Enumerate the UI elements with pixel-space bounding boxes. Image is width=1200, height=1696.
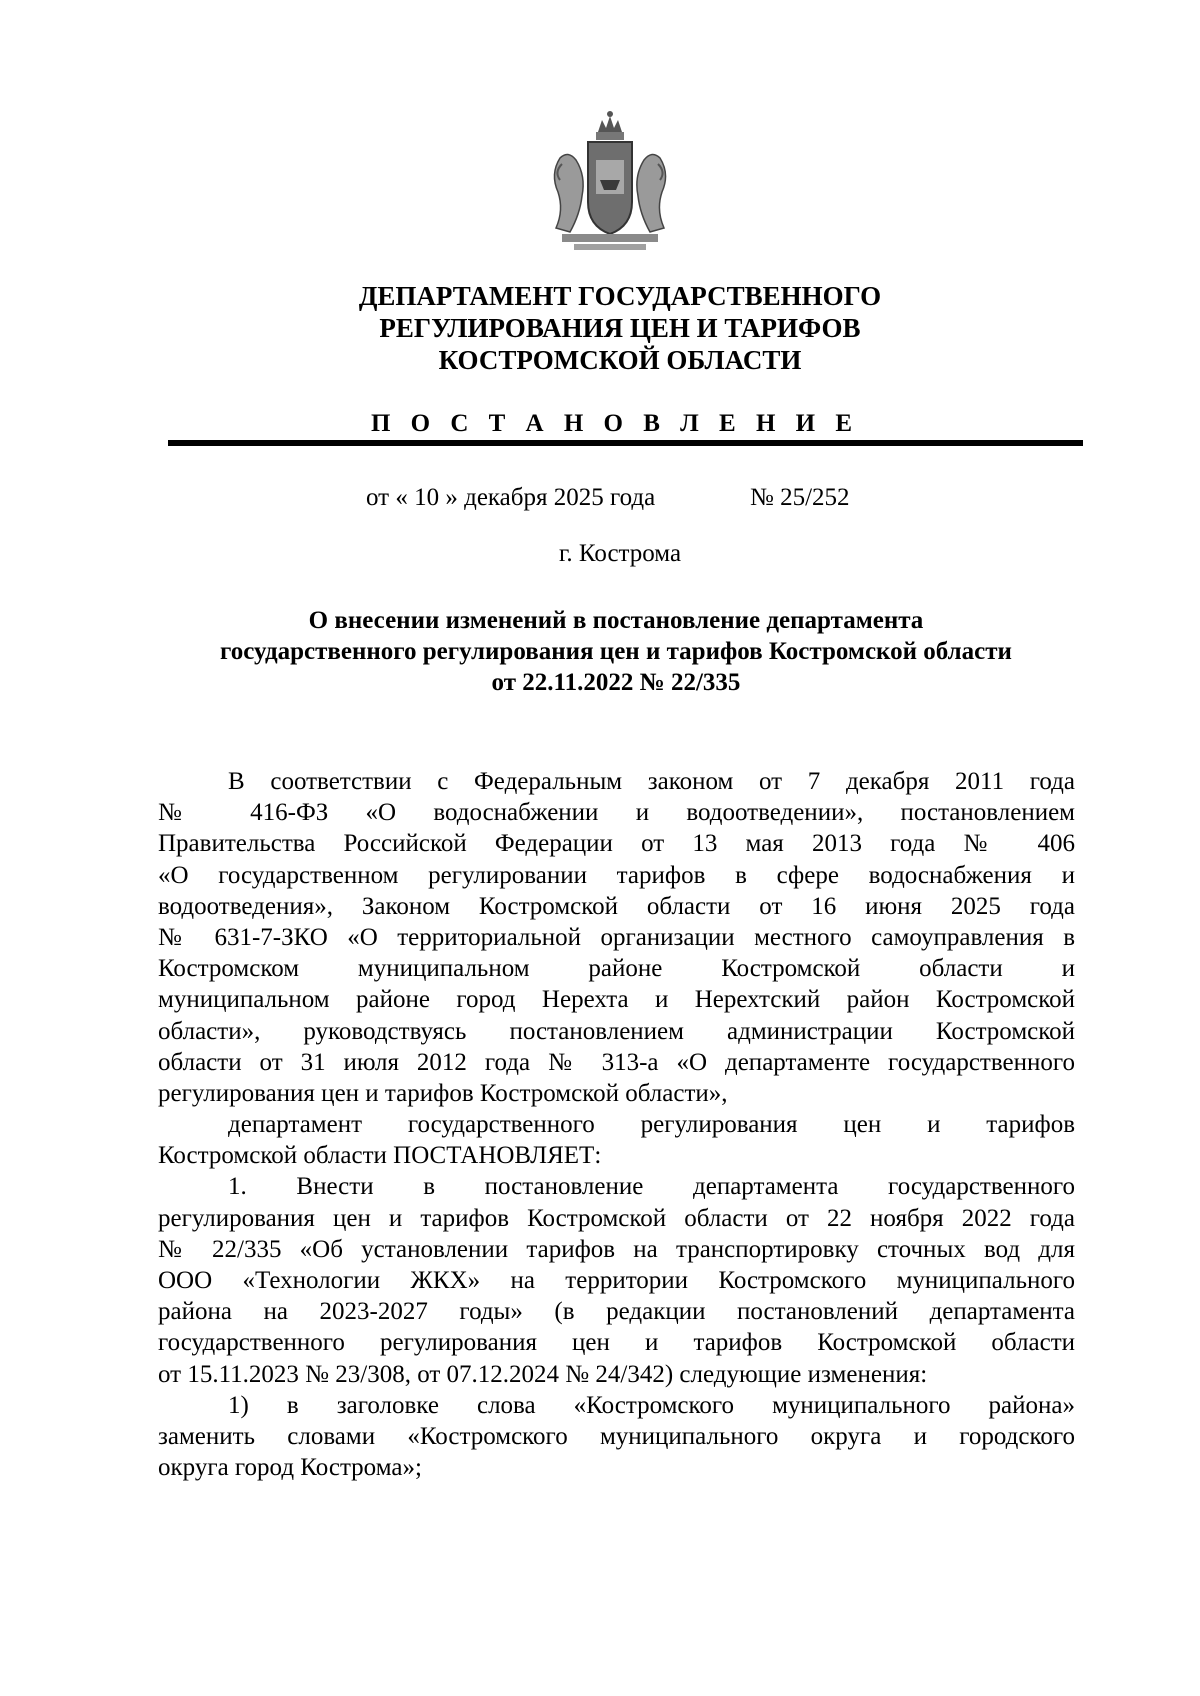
coat-of-arms-icon	[540, 110, 680, 260]
department-line: РЕГУЛИРОВАНИЯ ЦЕН И ТАРИФОВ	[379, 313, 861, 343]
body-line: муниципальном районе город Нерехта и Нерехтский район Костромской	[158, 986, 1075, 1014]
body-line: Костромском муниципальном районе Костромской области и	[158, 955, 1075, 983]
department-name	[0, 280, 1200, 376]
body-line: В соответствии с Федеральным законом от 7 декабря 2011 года	[228, 768, 1075, 795]
body-line: регулирования цен и тарифов Костромской области от 22 ноября 2022 года	[158, 1204, 1075, 1232]
body-line: области от 31 июля 2012 года № 313-а «О департаменте государственного	[158, 1048, 1075, 1076]
decree-number: № 25/252	[750, 484, 850, 511]
department-line: КОСТРОМСКОЙ ОБЛАСТИ	[438, 345, 802, 375]
subject-line: государственного регулирования цен и тарифов Костромской области	[220, 638, 1012, 665]
body-line: области», руководствуясь постановлением администрации Костромской	[158, 1017, 1075, 1045]
body-line: № 416-ФЗ «О водоснабжении и водоотведении», постановлением	[158, 799, 1075, 827]
body-line: Правительства Российской Федерации от 13 мая 2013 года № 406	[158, 830, 1075, 858]
body-line: № 631-7-ЗКО «О территориальной организации местного самоуправления в	[158, 923, 1075, 951]
decree-date: от « 10 » декабря 2025 года	[366, 484, 656, 511]
body-line: департамент государственного регулирования цен и тарифов	[228, 1111, 1075, 1139]
body-line: округа город Кострома»;	[158, 1454, 422, 1482]
decree-body	[158, 766, 1075, 1483]
body-line: ООО «Технологии ЖКХ» на территории Костромского муниципального	[158, 1267, 1075, 1294]
body-line: 1. Внести в постановление департамента государственного	[228, 1173, 1075, 1201]
decree-subject	[0, 605, 1200, 698]
body-line: № 22/335 «Об установлении тарифов на транспортировку сточных вод для	[158, 1235, 1075, 1263]
subject-line: от 22.11.2022 № 22/335	[491, 669, 741, 696]
header-divider	[168, 440, 1083, 446]
body-line: 1) в заголовке слова «Костромского муниципального района»	[228, 1391, 1075, 1419]
body-line: регулирования цен и тарифов Костромской области»,	[158, 1079, 728, 1107]
decree-title: П О С Т А Н О В Л Е Н И Е	[370, 410, 860, 437]
body-line: заменить словами «Костромского муниципального округа и городского	[158, 1422, 1075, 1450]
body-line: водоотведения», Законом Костромской области от 16 июня 2025 года	[158, 892, 1075, 920]
department-line: ДЕПАРТАМЕНТ ГОСУДАРСТВЕННОГО	[358, 281, 882, 311]
body-line: государственного регулирования цен и тарифов Костромской области	[158, 1329, 1075, 1357]
body-line: района на 2023-2027 годы» (в редакции постановлений департамента	[158, 1298, 1075, 1326]
decree-city: г. Кострома	[558, 540, 682, 567]
body-line: «О государственном регулировании тарифов в сфере водоснабжения и	[158, 861, 1075, 889]
body-line: от 15.11.2023 № 23/308, от 07.12.2024 № 24/342) следующие изменения:	[158, 1360, 928, 1388]
body-line: Костромской области ПОСТАНОВЛЯЕТ:	[158, 1142, 602, 1170]
subject-line: О внесении изменений в постановление департамента	[308, 607, 924, 634]
